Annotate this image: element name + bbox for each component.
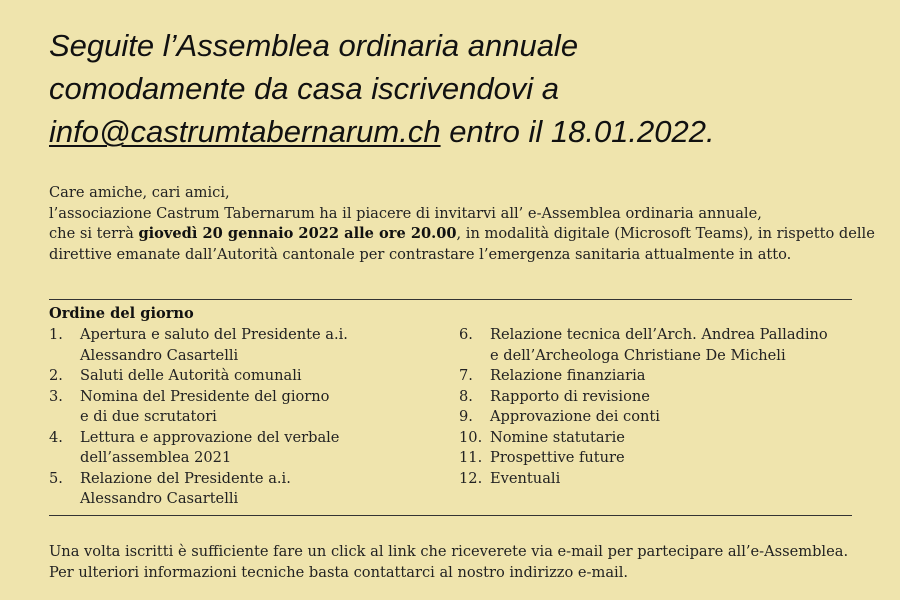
agenda-item-number: 11. [459, 449, 483, 466]
agenda-item [459, 407, 859, 428]
agenda-item [459, 469, 859, 490]
agenda-item [49, 325, 429, 366]
agenda-item-number: 3. [49, 387, 63, 405]
agenda-item [459, 387, 859, 408]
headline-line-1: Seguite l’Assemblea ordinaria annuale [49, 28, 579, 63]
divider-top [49, 299, 852, 300]
salutation: Care amiche, cari amici, [49, 184, 230, 201]
agenda-item [49, 387, 429, 428]
invitation-text [49, 183, 875, 265]
agenda-item-text: Nomina del Presidente del giorno e di due scrutatori [80, 387, 330, 425]
agenda-item [49, 428, 429, 469]
headline-line-2: comodamente da casa iscrivendovi a [49, 71, 560, 106]
email-link[interactable]: info@castrumtabernarum.ch [49, 114, 441, 149]
agenda-item-text: Relazione tecnica dell’Arch. Andrea Palladino e dell’Archeologa Christiane De Micheli [490, 326, 828, 364]
agenda-item-number: 9. [459, 408, 473, 425]
agenda-item [49, 366, 429, 387]
meeting-date: giovedì 20 gennaio 2022 alle ore 20.00 [138, 225, 457, 242]
agenda-item-number: 2. [49, 367, 63, 384]
agenda-list-left [49, 325, 429, 510]
headline [49, 24, 869, 153]
agenda-item-text: Saluti delle Autorità comunali [80, 367, 302, 384]
agenda-item-text: Apertura e saluto del Presidente a.i. Alessandro Casartelli [80, 326, 348, 364]
agenda-item-text: Eventuali [490, 469, 561, 487]
agenda-item [459, 325, 859, 366]
agenda-item [459, 366, 859, 387]
agenda-item-number: 4. [49, 428, 63, 446]
agenda-item-number: 1. [49, 326, 63, 343]
agenda-item-number: 8. [459, 387, 473, 405]
agenda-item-text: Relazione finanziaria [490, 367, 646, 384]
intro-line-3 [49, 224, 875, 245]
intro-line-3-post: , in modalità digitale (Microsoft Teams), in rispetto delle [456, 225, 875, 242]
agenda-item-number: 12. [459, 469, 483, 487]
intro-line-2: l’associazione Castrum Tabernarum ha il piacere di invitarvi all’ e-Assemblea ordinaria annuale, [49, 204, 762, 222]
agenda-item-number: 10. [459, 428, 483, 446]
agenda-item-text: Relazione del Presidente a.i. Alessandro Casartelli [80, 469, 291, 507]
agenda-item-text: Rapporto di revisione [490, 387, 650, 405]
footer-line-2: Per ulteriori informazioni tecniche basta contattarci al nostro indirizzo e-mail. [49, 564, 628, 581]
agenda-item-text: Nomine statutarie [490, 428, 625, 446]
agenda-title: Ordine del giorno [49, 305, 194, 322]
intro-line-3-pre: che si terrà [49, 225, 139, 242]
agenda-item-number: 5. [49, 469, 63, 487]
footer-text [49, 541, 869, 583]
footer-line-1: Una volta iscritti è sufficiente fare un click al link che riceverete via e-mail per partecipare all’e-Assemblea. [49, 543, 849, 560]
agenda-item-text: Prospettive future [490, 449, 625, 466]
agenda-list-right [459, 325, 859, 489]
agenda-item-number: 7. [459, 367, 473, 384]
intro-line-4: direttive emanate dall’Autorità cantonale per contrastare l’emergenza sanitaria attualmente in atto. [49, 245, 792, 263]
divider-bottom [49, 515, 852, 516]
headline-deadline: entro il 18.01.2022. [440, 114, 715, 149]
agenda-item [459, 448, 859, 469]
agenda-item-number: 6. [459, 326, 473, 343]
agenda-item-text: Lettura e approvazione del verbale dell’assemblea 2021 [80, 428, 340, 466]
agenda-item-text: Approvazione dei conti [490, 408, 660, 425]
agenda-item [49, 469, 429, 510]
agenda-item [459, 428, 859, 449]
